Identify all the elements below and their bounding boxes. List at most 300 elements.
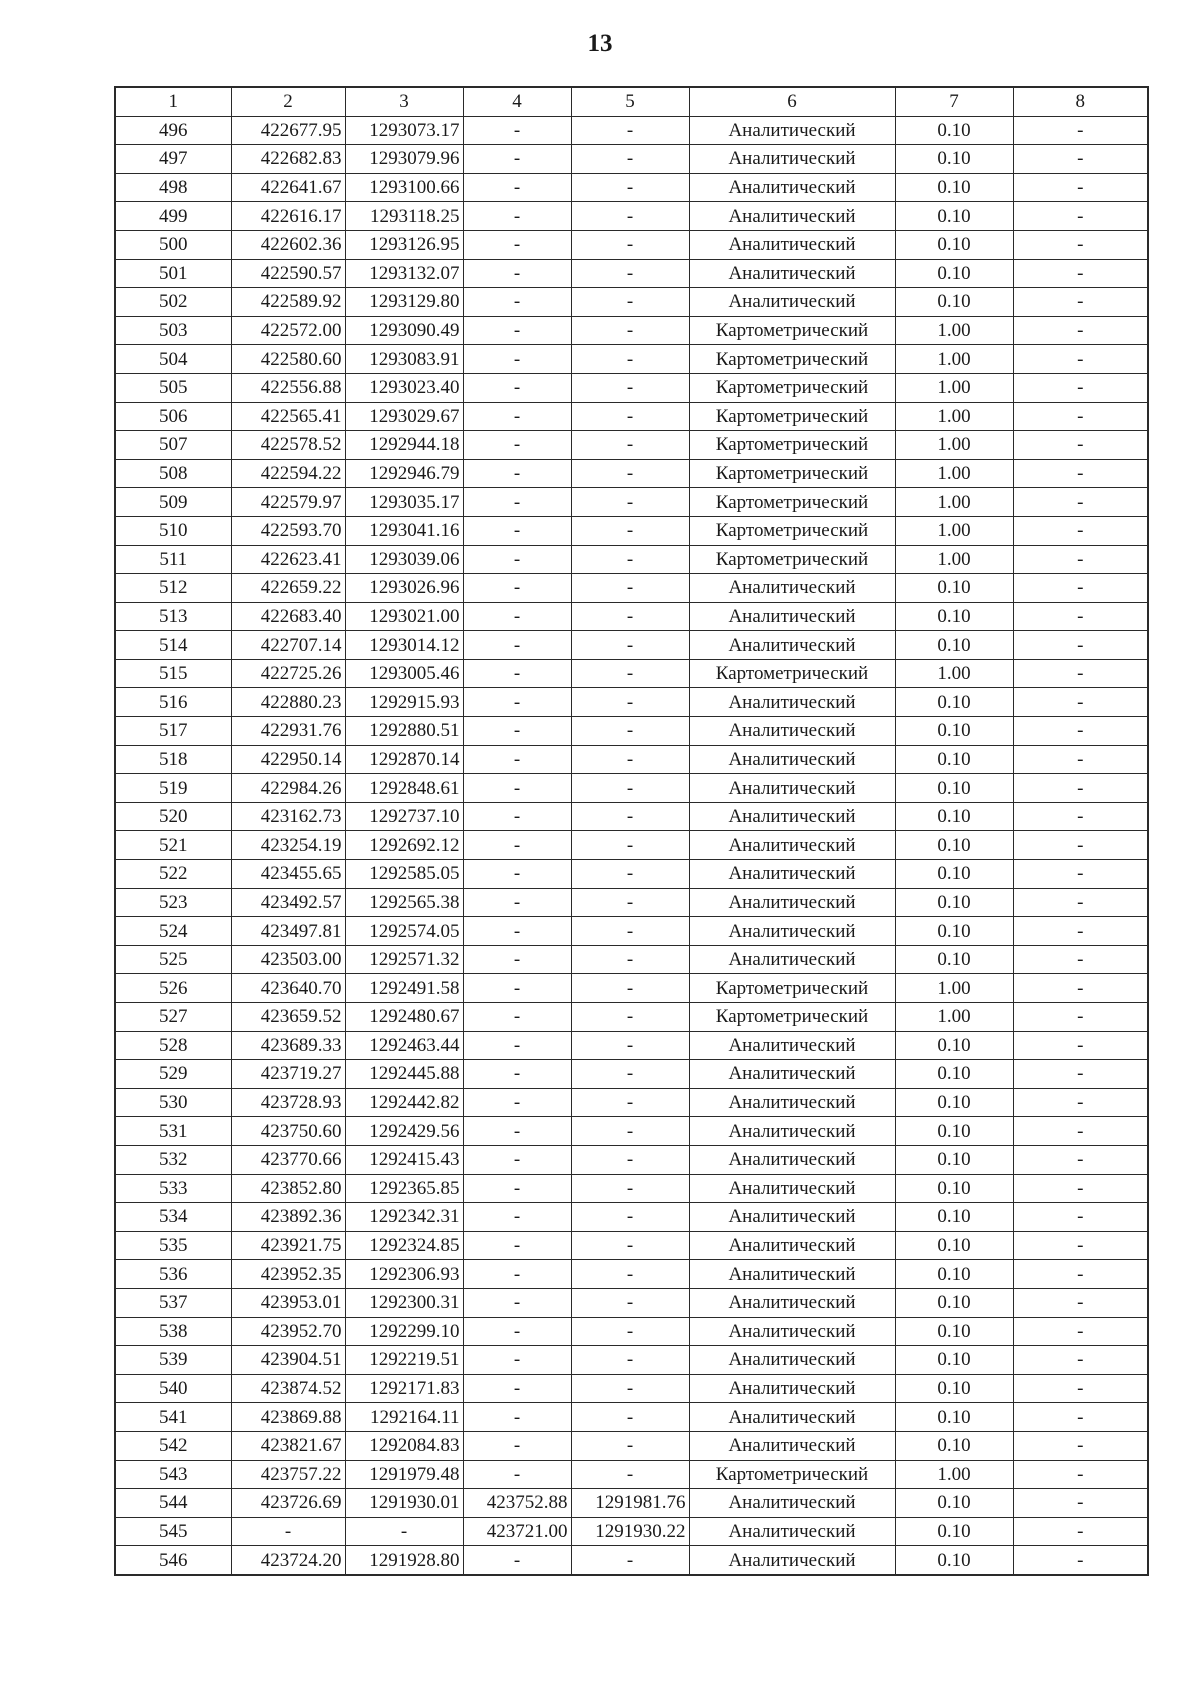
table-row <box>115 316 1148 345</box>
x-coordinate-cell: 423757.22 <box>231 1460 345 1489</box>
method-cell: Картометрический <box>689 1003 895 1032</box>
y-coordinate-cell: 1292848.61 <box>345 774 463 803</box>
x-coordinate-cell: 423640.70 <box>231 974 345 1003</box>
table-row <box>115 1374 1148 1403</box>
note-cell: - <box>1013 516 1148 545</box>
note-cell: - <box>1013 116 1148 145</box>
note-cell: - <box>1013 1288 1148 1317</box>
table-row <box>115 459 1148 488</box>
y-new-cell: - <box>571 1374 689 1403</box>
accuracy-cell: 0.10 <box>895 1403 1013 1432</box>
y-coordinate-cell: 1292415.43 <box>345 1145 463 1174</box>
y-coordinate-cell: 1292365.85 <box>345 1174 463 1203</box>
x-new-cell: - <box>463 345 571 374</box>
table-row <box>115 802 1148 831</box>
y-new-cell: - <box>571 145 689 174</box>
table-row <box>115 545 1148 574</box>
point-number-cell: 517 <box>115 717 231 746</box>
x-coordinate-cell: 422984.26 <box>231 774 345 803</box>
y-new-cell: - <box>571 974 689 1003</box>
y-coordinate-cell: 1292585.05 <box>345 860 463 889</box>
method-cell: Аналитический <box>689 831 895 860</box>
y-coordinate-cell: 1293041.16 <box>345 516 463 545</box>
table-row <box>115 1517 1148 1546</box>
method-cell: Аналитический <box>689 688 895 717</box>
x-coordinate-cell: 423254.19 <box>231 831 345 860</box>
y-new-cell: - <box>571 202 689 231</box>
x-new-cell: - <box>463 1403 571 1432</box>
accuracy-cell: 0.10 <box>895 1145 1013 1174</box>
point-number-cell: 504 <box>115 345 231 374</box>
y-new-cell: - <box>571 345 689 374</box>
y-coordinate-cell: 1292480.67 <box>345 1003 463 1032</box>
x-coordinate-cell: 422590.57 <box>231 259 345 288</box>
y-new-cell: - <box>571 1145 689 1174</box>
y-coordinate-cell: 1293132.07 <box>345 259 463 288</box>
note-cell: - <box>1013 860 1148 889</box>
method-cell: Аналитический <box>689 202 895 231</box>
table-row <box>115 745 1148 774</box>
table-row <box>115 1403 1148 1432</box>
point-number-cell: 506 <box>115 402 231 431</box>
note-cell: - <box>1013 1460 1148 1489</box>
method-cell: Аналитический <box>689 1403 895 1432</box>
table-row <box>115 1460 1148 1489</box>
note-cell: - <box>1013 373 1148 402</box>
point-number-cell: 513 <box>115 602 231 631</box>
accuracy-cell: 0.10 <box>895 574 1013 603</box>
note-cell: - <box>1013 1346 1148 1375</box>
x-new-cell: - <box>463 602 571 631</box>
x-new-cell: - <box>463 373 571 402</box>
note-cell: - <box>1013 173 1148 202</box>
table-row <box>115 1174 1148 1203</box>
y-coordinate-cell: 1292946.79 <box>345 459 463 488</box>
x-coordinate-cell: 422593.70 <box>231 516 345 545</box>
point-number-cell: 516 <box>115 688 231 717</box>
method-cell: Картометрический <box>689 316 895 345</box>
note-cell: - <box>1013 545 1148 574</box>
y-coordinate-cell: 1292944.18 <box>345 431 463 460</box>
x-coordinate-cell: 423770.66 <box>231 1145 345 1174</box>
note-cell: - <box>1013 1003 1148 1032</box>
y-coordinate-cell: 1292491.58 <box>345 974 463 1003</box>
y-coordinate-cell: 1292084.83 <box>345 1431 463 1460</box>
x-coordinate-cell: 422880.23 <box>231 688 345 717</box>
y-new-cell: - <box>571 516 689 545</box>
x-new-cell: - <box>463 888 571 917</box>
note-cell: - <box>1013 1517 1148 1546</box>
x-new-cell: - <box>463 1117 571 1146</box>
y-new-cell: - <box>571 831 689 860</box>
method-cell: Аналитический <box>689 230 895 259</box>
x-coordinate-cell: - <box>231 1517 345 1546</box>
table-row <box>115 1031 1148 1060</box>
y-coordinate-cell: 1292692.12 <box>345 831 463 860</box>
x-new-cell: - <box>463 259 571 288</box>
point-number-cell: 544 <box>115 1489 231 1518</box>
x-coordinate-cell: 423719.27 <box>231 1060 345 1089</box>
note-cell: - <box>1013 945 1148 974</box>
x-coordinate-cell: 423852.80 <box>231 1174 345 1203</box>
accuracy-cell: 0.10 <box>895 1088 1013 1117</box>
method-cell: Аналитический <box>689 259 895 288</box>
note-cell: - <box>1013 602 1148 631</box>
x-coordinate-cell: 423492.57 <box>231 888 345 917</box>
table-row <box>115 488 1148 517</box>
note-cell: - <box>1013 1260 1148 1289</box>
y-new-cell: - <box>571 888 689 917</box>
x-new-cell: - <box>463 316 571 345</box>
x-coordinate-cell: 423728.93 <box>231 1088 345 1117</box>
table-row <box>115 1231 1148 1260</box>
table-row <box>115 373 1148 402</box>
y-coordinate-cell: 1292324.85 <box>345 1231 463 1260</box>
accuracy-cell: 1.00 <box>895 1003 1013 1032</box>
y-new-cell: - <box>571 717 689 746</box>
x-coordinate-cell: 422556.88 <box>231 373 345 402</box>
table-row <box>115 116 1148 145</box>
table-row <box>115 1260 1148 1289</box>
point-number-cell: 535 <box>115 1231 231 1260</box>
table-row <box>115 345 1148 374</box>
y-coordinate-cell: 1293090.49 <box>345 316 463 345</box>
y-coordinate-cell: 1292870.14 <box>345 745 463 774</box>
x-coordinate-cell: 422931.76 <box>231 717 345 746</box>
point-number-cell: 534 <box>115 1203 231 1232</box>
note-cell: - <box>1013 1374 1148 1403</box>
column-header: 8 <box>1013 87 1148 116</box>
x-coordinate-cell: 423497.81 <box>231 917 345 946</box>
accuracy-cell: 0.10 <box>895 1346 1013 1375</box>
x-coordinate-cell: 423689.33 <box>231 1031 345 1060</box>
y-new-cell: - <box>571 373 689 402</box>
point-number-cell: 520 <box>115 802 231 831</box>
table-row <box>115 1060 1148 1089</box>
method-cell: Аналитический <box>689 1317 895 1346</box>
method-cell: Аналитический <box>689 631 895 660</box>
point-number-cell: 538 <box>115 1317 231 1346</box>
x-new-cell: - <box>463 774 571 803</box>
y-new-cell: - <box>571 1003 689 1032</box>
accuracy-cell: 1.00 <box>895 431 1013 460</box>
y-new-cell: - <box>571 431 689 460</box>
y-new-cell: - <box>571 259 689 288</box>
method-cell: Аналитический <box>689 602 895 631</box>
x-new-cell: - <box>463 116 571 145</box>
y-new-cell: - <box>571 1346 689 1375</box>
accuracy-cell: 1.00 <box>895 402 1013 431</box>
point-number-cell: 511 <box>115 545 231 574</box>
x-new-cell: - <box>463 745 571 774</box>
x-coordinate-cell: 422602.36 <box>231 230 345 259</box>
point-number-cell: 521 <box>115 831 231 860</box>
y-new-cell: - <box>571 316 689 345</box>
x-coordinate-cell: 423904.51 <box>231 1346 345 1375</box>
note-cell: - <box>1013 431 1148 460</box>
point-number-cell: 539 <box>115 1346 231 1375</box>
accuracy-cell: 1.00 <box>895 488 1013 517</box>
x-new-cell: - <box>463 545 571 574</box>
method-cell: Картометрический <box>689 431 895 460</box>
y-new-cell: - <box>571 1088 689 1117</box>
table-row <box>115 173 1148 202</box>
point-number-cell: 499 <box>115 202 231 231</box>
y-new-cell: - <box>571 860 689 889</box>
y-new-cell: - <box>571 1431 689 1460</box>
y-coordinate-cell: 1293021.00 <box>345 602 463 631</box>
x-coordinate-cell: 422589.92 <box>231 288 345 317</box>
y-new-cell: - <box>571 945 689 974</box>
table-row <box>115 717 1148 746</box>
x-coordinate-cell: 423921.75 <box>231 1231 345 1260</box>
method-cell: Аналитический <box>689 1489 895 1518</box>
note-cell: - <box>1013 488 1148 517</box>
y-coordinate-cell: 1292442.82 <box>345 1088 463 1117</box>
table-row <box>115 688 1148 717</box>
accuracy-cell: 0.10 <box>895 1517 1013 1546</box>
table-row <box>115 516 1148 545</box>
coordinates-table <box>114 86 1149 1576</box>
point-number-cell: 500 <box>115 230 231 259</box>
x-new-cell: - <box>463 202 571 231</box>
x-new-cell: - <box>463 860 571 889</box>
x-coordinate-cell: 423953.01 <box>231 1288 345 1317</box>
table-row <box>115 230 1148 259</box>
x-new-cell: - <box>463 631 571 660</box>
y-coordinate-cell: 1293126.95 <box>345 230 463 259</box>
x-coordinate-cell: 423874.52 <box>231 1374 345 1403</box>
accuracy-cell: 0.10 <box>895 1489 1013 1518</box>
x-coordinate-cell: 422594.22 <box>231 459 345 488</box>
x-coordinate-cell: 423503.00 <box>231 945 345 974</box>
note-cell: - <box>1013 1431 1148 1460</box>
y-new-cell: - <box>571 602 689 631</box>
column-header: 5 <box>571 87 689 116</box>
point-number-cell: 497 <box>115 145 231 174</box>
y-new-cell: - <box>571 1403 689 1432</box>
y-new-cell: - <box>571 745 689 774</box>
x-new-cell: - <box>463 688 571 717</box>
table-row <box>115 1117 1148 1146</box>
table-row <box>115 145 1148 174</box>
y-new-cell: - <box>571 116 689 145</box>
x-new-cell: 423752.88 <box>463 1489 571 1518</box>
y-coordinate-cell: 1292300.31 <box>345 1288 463 1317</box>
y-new-cell: - <box>571 1231 689 1260</box>
y-new-cell: - <box>571 774 689 803</box>
column-header: 7 <box>895 87 1013 116</box>
x-new-cell: - <box>463 1174 571 1203</box>
table-row <box>115 202 1148 231</box>
point-number-cell: 526 <box>115 974 231 1003</box>
point-number-cell: 496 <box>115 116 231 145</box>
y-coordinate-cell: 1293079.96 <box>345 145 463 174</box>
y-coordinate-cell: 1293039.06 <box>345 545 463 574</box>
table-row <box>115 659 1148 688</box>
point-number-cell: 532 <box>115 1145 231 1174</box>
x-coordinate-cell: 422707.14 <box>231 631 345 660</box>
table-row <box>115 888 1148 917</box>
accuracy-cell: 0.10 <box>895 1288 1013 1317</box>
point-number-cell: 502 <box>115 288 231 317</box>
method-cell: Аналитический <box>689 288 895 317</box>
y-new-cell: - <box>571 1203 689 1232</box>
note-cell: - <box>1013 659 1148 688</box>
method-cell: Картометрический <box>689 1460 895 1489</box>
point-number-cell: 519 <box>115 774 231 803</box>
y-coordinate-cell: 1292299.10 <box>345 1317 463 1346</box>
y-coordinate-cell: - <box>345 1517 463 1546</box>
table-body <box>115 116 1148 1575</box>
y-coordinate-cell: 1292574.05 <box>345 917 463 946</box>
point-number-cell: 508 <box>115 459 231 488</box>
x-coordinate-cell: 422683.40 <box>231 602 345 631</box>
table-row <box>115 860 1148 889</box>
point-number-cell: 505 <box>115 373 231 402</box>
table-row <box>115 259 1148 288</box>
point-number-cell: 536 <box>115 1260 231 1289</box>
y-coordinate-cell: 1292737.10 <box>345 802 463 831</box>
y-new-cell: - <box>571 1174 689 1203</box>
point-number-cell: 528 <box>115 1031 231 1060</box>
point-number-cell: 525 <box>115 945 231 974</box>
accuracy-cell: 1.00 <box>895 1460 1013 1489</box>
note-cell: - <box>1013 802 1148 831</box>
accuracy-cell: 0.10 <box>895 145 1013 174</box>
method-cell: Картометрический <box>689 659 895 688</box>
y-coordinate-cell: 1293100.66 <box>345 173 463 202</box>
accuracy-cell: 1.00 <box>895 459 1013 488</box>
x-coordinate-cell: 423892.36 <box>231 1203 345 1232</box>
note-cell: - <box>1013 1117 1148 1146</box>
y-coordinate-cell: 1291928.80 <box>345 1546 463 1575</box>
accuracy-cell: 0.10 <box>895 774 1013 803</box>
y-new-cell: - <box>571 1288 689 1317</box>
note-cell: - <box>1013 974 1148 1003</box>
x-coordinate-cell: 422565.41 <box>231 402 345 431</box>
note-cell: - <box>1013 402 1148 431</box>
method-cell: Аналитический <box>689 1088 895 1117</box>
y-coordinate-cell: 1292915.93 <box>345 688 463 717</box>
x-coordinate-cell: 422616.17 <box>231 202 345 231</box>
accuracy-cell: 0.10 <box>895 1431 1013 1460</box>
table-row <box>115 288 1148 317</box>
accuracy-cell: 0.10 <box>895 1546 1013 1575</box>
note-cell: - <box>1013 230 1148 259</box>
point-number-cell: 541 <box>115 1403 231 1432</box>
table-row <box>115 574 1148 603</box>
y-coordinate-cell: 1292171.83 <box>345 1374 463 1403</box>
x-coordinate-cell: 422580.60 <box>231 345 345 374</box>
x-coordinate-cell: 423724.20 <box>231 1546 345 1575</box>
note-cell: - <box>1013 316 1148 345</box>
accuracy-cell: 1.00 <box>895 659 1013 688</box>
x-coordinate-cell: 422677.95 <box>231 116 345 145</box>
y-new-cell: - <box>571 1460 689 1489</box>
accuracy-cell: 1.00 <box>895 316 1013 345</box>
y-coordinate-cell: 1292306.93 <box>345 1260 463 1289</box>
y-new-cell: - <box>571 1317 689 1346</box>
y-new-cell: - <box>571 1546 689 1575</box>
x-coordinate-cell: 423162.73 <box>231 802 345 831</box>
point-number-cell: 540 <box>115 1374 231 1403</box>
point-number-cell: 542 <box>115 1431 231 1460</box>
method-cell: Аналитический <box>689 1260 895 1289</box>
accuracy-cell: 0.10 <box>895 688 1013 717</box>
method-cell: Картометрический <box>689 459 895 488</box>
y-new-cell: - <box>571 173 689 202</box>
method-cell: Картометрический <box>689 974 895 1003</box>
method-cell: Аналитический <box>689 774 895 803</box>
y-new-cell: - <box>571 1117 689 1146</box>
x-coordinate-cell: 422572.00 <box>231 316 345 345</box>
accuracy-cell: 0.10 <box>895 116 1013 145</box>
table-row <box>115 1145 1148 1174</box>
x-new-cell: - <box>463 802 571 831</box>
point-number-cell: 498 <box>115 173 231 202</box>
method-cell: Картометрический <box>689 402 895 431</box>
table-row <box>115 602 1148 631</box>
method-cell: Аналитический <box>689 1231 895 1260</box>
note-cell: - <box>1013 1145 1148 1174</box>
y-coordinate-cell: 1293014.12 <box>345 631 463 660</box>
accuracy-cell: 0.10 <box>895 202 1013 231</box>
method-cell: Аналитический <box>689 1546 895 1575</box>
y-new-cell: - <box>571 688 689 717</box>
accuracy-cell: 0.10 <box>895 288 1013 317</box>
note-cell: - <box>1013 1317 1148 1346</box>
accuracy-cell: 0.10 <box>895 173 1013 202</box>
note-cell: - <box>1013 745 1148 774</box>
x-new-cell: - <box>463 659 571 688</box>
x-new-cell: - <box>463 173 571 202</box>
accuracy-cell: 0.10 <box>895 860 1013 889</box>
table-header-row <box>115 87 1148 116</box>
method-cell: Аналитический <box>689 1031 895 1060</box>
method-cell: Аналитический <box>689 1288 895 1317</box>
point-number-cell: 515 <box>115 659 231 688</box>
point-number-cell: 514 <box>115 631 231 660</box>
y-coordinate-cell: 1293029.67 <box>345 402 463 431</box>
x-new-cell: - <box>463 1203 571 1232</box>
x-new-cell: - <box>463 717 571 746</box>
x-new-cell: - <box>463 1288 571 1317</box>
note-cell: - <box>1013 1031 1148 1060</box>
page-number: 13 <box>587 30 613 57</box>
note-cell: - <box>1013 1203 1148 1232</box>
method-cell: Картометрический <box>689 373 895 402</box>
x-new-cell: - <box>463 230 571 259</box>
table-row <box>115 1346 1148 1375</box>
x-new-cell: - <box>463 1060 571 1089</box>
accuracy-cell: 0.10 <box>895 1174 1013 1203</box>
method-cell: Аналитический <box>689 1374 895 1403</box>
x-new-cell: - <box>463 1431 571 1460</box>
x-coordinate-cell: 423726.69 <box>231 1489 345 1518</box>
accuracy-cell: 0.10 <box>895 1031 1013 1060</box>
x-new-cell: - <box>463 1145 571 1174</box>
accuracy-cell: 0.10 <box>895 1203 1013 1232</box>
point-number-cell: 510 <box>115 516 231 545</box>
y-new-cell: - <box>571 917 689 946</box>
x-new-cell: - <box>463 1260 571 1289</box>
note-cell: - <box>1013 688 1148 717</box>
method-cell: Аналитический <box>689 1060 895 1089</box>
x-new-cell: - <box>463 1088 571 1117</box>
table-row <box>115 1489 1148 1518</box>
note-cell: - <box>1013 631 1148 660</box>
